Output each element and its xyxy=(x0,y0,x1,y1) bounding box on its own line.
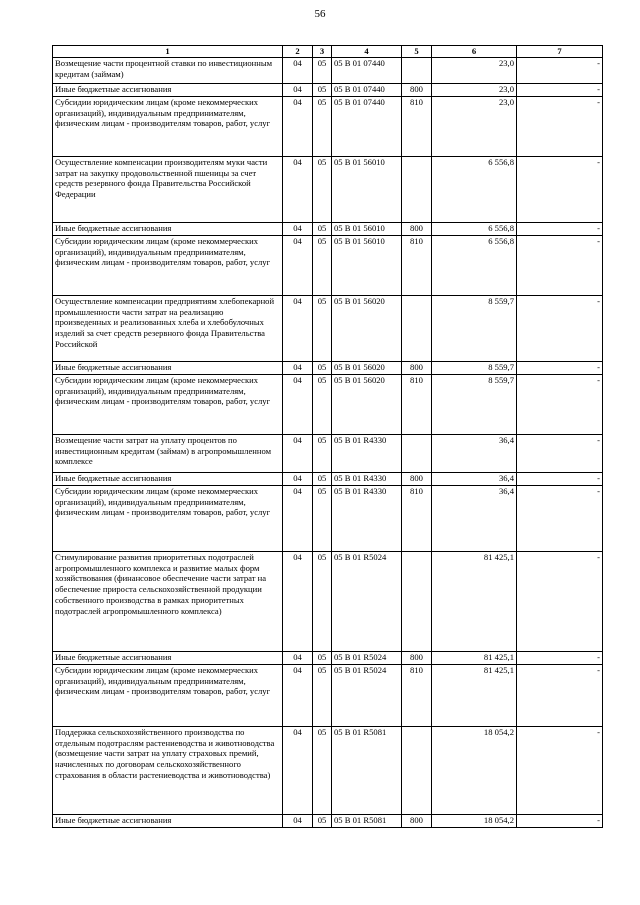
subsection-code-cell: 05 xyxy=(313,236,332,296)
amount-cell: 6 556,8 xyxy=(432,157,517,223)
expense-name-cell: Поддержка сельскохозяйственного производства по отдельным подотраслям растениеводства и животноводства (возмещение части затрат на уплату страховых премий, начисленных по договорам сельскохозяйственного страхования в области растениеводства и животноводства) xyxy=(53,727,283,815)
subsection-code-cell: 05 xyxy=(313,435,332,473)
expense-name-cell: Субсидии юридическим лицам (кроме некоммерческих организаций), индивидуальным предпринимателям, физическим лицам - производителям товаров, работ, услуг xyxy=(53,486,283,552)
expense-type-cell: 800 xyxy=(402,473,432,486)
expense-name-cell: Иные бюджетные ассигнования xyxy=(53,652,283,665)
expense-type-cell xyxy=(402,435,432,473)
subsection-code-cell: 05 xyxy=(313,652,332,665)
expense-type-cell xyxy=(402,58,432,84)
expense-name-cell: Возмещение части процентной ставки по инвестиционным кредитам (займам) xyxy=(53,58,283,84)
amount-cell: 81 425,1 xyxy=(432,665,517,727)
section-code-cell: 04 xyxy=(283,97,313,157)
amount-cell: 6 556,8 xyxy=(432,236,517,296)
subsection-code-cell: 05 xyxy=(313,157,332,223)
amount-cell: 36,4 xyxy=(432,486,517,552)
budget-table xyxy=(52,45,603,828)
table-row xyxy=(53,84,603,97)
expense-type-cell: 800 xyxy=(402,223,432,236)
amount-cell: 18 054,2 xyxy=(432,727,517,815)
expense-type-cell: 810 xyxy=(402,375,432,435)
subsection-code-cell: 05 xyxy=(313,84,332,97)
amount-cell: 8 559,7 xyxy=(432,296,517,362)
expense-name-cell: Осуществление компенсации производителям муки части затрат на закупку продовольственной пшеницы за счет средств резервного фонда Правительства Российской Федерации xyxy=(53,157,283,223)
expense-type-cell: 810 xyxy=(402,486,432,552)
amount-cell: 23,0 xyxy=(432,97,517,157)
target-article-cell: 05 В 01 56020 xyxy=(332,362,402,375)
header-col-7: 7 xyxy=(517,46,603,58)
table-row xyxy=(53,665,603,727)
expense-name-cell: Субсидии юридическим лицам (кроме некоммерческих организаций), индивидуальным предпринимателям, физическим лицам - производителям товаров, работ, услуг xyxy=(53,97,283,157)
section-code-cell: 04 xyxy=(283,486,313,552)
section-code-cell: 04 xyxy=(283,652,313,665)
table-row xyxy=(53,552,603,652)
extra-amount-cell: - xyxy=(517,815,603,828)
expense-type-cell: 800 xyxy=(402,362,432,375)
extra-amount-cell: - xyxy=(517,362,603,375)
subsection-code-cell: 05 xyxy=(313,97,332,157)
amount-cell: 23,0 xyxy=(432,84,517,97)
section-code-cell: 04 xyxy=(283,58,313,84)
section-code-cell: 04 xyxy=(283,375,313,435)
table-header-row xyxy=(53,46,603,58)
target-article-cell: 05 В 01 R5024 xyxy=(332,665,402,727)
table-row xyxy=(53,97,603,157)
table-row xyxy=(53,157,603,223)
page-number: 56 xyxy=(314,8,326,20)
section-code-cell: 04 xyxy=(283,223,313,236)
section-code-cell: 04 xyxy=(283,362,313,375)
extra-amount-cell: - xyxy=(517,157,603,223)
table-row xyxy=(53,473,603,486)
amount-cell: 81 425,1 xyxy=(432,552,517,652)
amount-cell: 6 556,8 xyxy=(432,223,517,236)
extra-amount-cell: - xyxy=(517,473,603,486)
subsection-code-cell: 05 xyxy=(313,58,332,84)
section-code-cell: 04 xyxy=(283,473,313,486)
expense-name-cell: Стимулирование развития приоритетных подотраслей агропромышленного комплекса и развитие малых форм хозяйствования (финансовое обеспечение части затрат на обеспечение прироста сельскохозяйственной продукции собственного производства в рамках приоритетных подотраслей агропромышленного комплекса) xyxy=(53,552,283,652)
expense-type-cell: 810 xyxy=(402,97,432,157)
extra-amount-cell: - xyxy=(517,652,603,665)
expense-name-cell: Возмещение части затрат на уплату процентов по инвестиционным кредитам (займам) в агропромышленном комплексе xyxy=(53,435,283,473)
target-article-cell: 05 В 01 07440 xyxy=(332,84,402,97)
target-article-cell: 05 В 01 56020 xyxy=(332,296,402,362)
extra-amount-cell: - xyxy=(517,435,603,473)
target-article-cell: 05 В 01 56010 xyxy=(332,223,402,236)
amount-cell: 23,0 xyxy=(432,58,517,84)
expense-type-cell: 810 xyxy=(402,236,432,296)
extra-amount-cell: - xyxy=(517,375,603,435)
expense-type-cell xyxy=(402,727,432,815)
expense-name-cell: Иные бюджетные ассигнования xyxy=(53,473,283,486)
table-body xyxy=(53,58,603,828)
expense-type-cell: 800 xyxy=(402,652,432,665)
extra-amount-cell: - xyxy=(517,236,603,296)
table-row xyxy=(53,223,603,236)
table-row xyxy=(53,296,603,362)
amount-cell: 18 054,2 xyxy=(432,815,517,828)
target-article-cell: 05 В 01 R5081 xyxy=(332,815,402,828)
header-col-5: 5 xyxy=(402,46,432,58)
extra-amount-cell: - xyxy=(517,223,603,236)
expense-type-cell: 800 xyxy=(402,815,432,828)
table-row xyxy=(53,375,603,435)
section-code-cell: 04 xyxy=(283,552,313,652)
amount-cell: 8 559,7 xyxy=(432,362,517,375)
header-col-1: 1 xyxy=(53,46,283,58)
section-code-cell: 04 xyxy=(283,665,313,727)
target-article-cell: 05 В 01 07440 xyxy=(332,58,402,84)
expense-name-cell: Иные бюджетные ассигнования xyxy=(53,84,283,97)
section-code-cell: 04 xyxy=(283,727,313,815)
table-row xyxy=(53,486,603,552)
expense-name-cell: Субсидии юридическим лицам (кроме некоммерческих организаций), индивидуальным предпринимателям, физическим лицам - производителям товаров, работ, услуг xyxy=(53,375,283,435)
subsection-code-cell: 05 xyxy=(313,296,332,362)
amount-cell: 36,4 xyxy=(432,435,517,473)
table-row xyxy=(53,236,603,296)
extra-amount-cell: - xyxy=(517,486,603,552)
subsection-code-cell: 05 xyxy=(313,223,332,236)
subsection-code-cell: 05 xyxy=(313,362,332,375)
extra-amount-cell: - xyxy=(517,727,603,815)
section-code-cell: 04 xyxy=(283,296,313,362)
subsection-code-cell: 05 xyxy=(313,473,332,486)
expense-type-cell: 800 xyxy=(402,84,432,97)
section-code-cell: 04 xyxy=(283,815,313,828)
table-row xyxy=(53,58,603,84)
target-article-cell: 05 В 01 R4330 xyxy=(332,486,402,552)
subsection-code-cell: 05 xyxy=(313,486,332,552)
header-col-4: 4 xyxy=(332,46,402,58)
extra-amount-cell: - xyxy=(517,97,603,157)
target-article-cell: 05 В 01 R4330 xyxy=(332,473,402,486)
target-article-cell: 05 В 01 56010 xyxy=(332,157,402,223)
extra-amount-cell: - xyxy=(517,58,603,84)
target-article-cell: 05 В 01 56020 xyxy=(332,375,402,435)
table-row xyxy=(53,815,603,828)
table-row xyxy=(53,435,603,473)
expense-name-cell: Осуществление компенсации предприятиям хлебопекарной промышленности части затрат на реализацию произведенных и реализованных хлеба и хлебобулочных изделий за счет средств резервного фонда Правительства Российской xyxy=(53,296,283,362)
expense-name-cell: Субсидии юридическим лицам (кроме некоммерческих организаций), индивидуальным предпринимателям, физическим лицам - производителям товаров, работ, услуг xyxy=(53,665,283,727)
target-article-cell: 05 В 01 07440 xyxy=(332,97,402,157)
amount-cell: 81 425,1 xyxy=(432,652,517,665)
header-col-6: 6 xyxy=(432,46,517,58)
section-code-cell: 04 xyxy=(283,157,313,223)
expense-type-cell: 810 xyxy=(402,665,432,727)
extra-amount-cell: - xyxy=(517,552,603,652)
expense-type-cell xyxy=(402,157,432,223)
expense-name-cell: Иные бюджетные ассигнования xyxy=(53,815,283,828)
table-row xyxy=(53,652,603,665)
extra-amount-cell: - xyxy=(517,665,603,727)
expense-name-cell: Иные бюджетные ассигнования xyxy=(53,223,283,236)
extra-amount-cell: - xyxy=(517,84,603,97)
target-article-cell: 05 В 01 R5081 xyxy=(332,727,402,815)
section-code-cell: 04 xyxy=(283,236,313,296)
header-col-3: 3 xyxy=(313,46,332,58)
subsection-code-cell: 05 xyxy=(313,665,332,727)
section-code-cell: 04 xyxy=(283,435,313,473)
target-article-cell: 05 В 01 R5024 xyxy=(332,652,402,665)
subsection-code-cell: 05 xyxy=(313,375,332,435)
header-col-2: 2 xyxy=(283,46,313,58)
section-code-cell: 04 xyxy=(283,84,313,97)
expense-type-cell xyxy=(402,296,432,362)
subsection-code-cell: 05 xyxy=(313,815,332,828)
amount-cell: 36,4 xyxy=(432,473,517,486)
target-article-cell: 05 В 01 56010 xyxy=(332,236,402,296)
expense-name-cell: Субсидии юридическим лицам (кроме некоммерческих организаций), индивидуальным предпринимателям, физическим лицам - производителям товаров, работ, услуг xyxy=(53,236,283,296)
extra-amount-cell: - xyxy=(517,296,603,362)
expense-type-cell xyxy=(402,552,432,652)
target-article-cell: 05 В 01 R4330 xyxy=(332,435,402,473)
subsection-code-cell: 05 xyxy=(313,727,332,815)
subsection-code-cell: 05 xyxy=(313,552,332,652)
target-article-cell: 05 В 01 R5024 xyxy=(332,552,402,652)
expense-name-cell: Иные бюджетные ассигнования xyxy=(53,362,283,375)
amount-cell: 8 559,7 xyxy=(432,375,517,435)
table-row xyxy=(53,362,603,375)
table-row xyxy=(53,727,603,815)
